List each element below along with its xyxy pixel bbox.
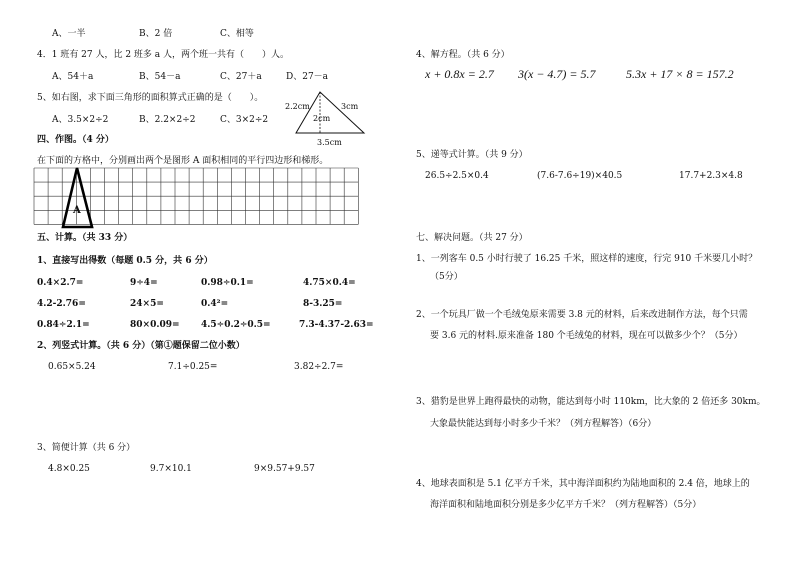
part2-title: 2、列竖式计算。（共 6 分）（第①题保留二位小数） [37, 341, 245, 351]
part2-item-1: 0.65×5.24 [48, 362, 96, 372]
problem3-line1: 3、猎豹是世界上跑得最快的动物，能达到每小时 110km，比大象的 2 倍还多 30km。 [416, 397, 766, 407]
problem1-line2: （5分） [430, 272, 463, 282]
q3-option-a: A、一半 [52, 29, 86, 39]
part1-title: 1、直接写出得数（每题 0.5 分，共 6 分） [37, 256, 213, 266]
equation-1: x + 0.8x = 2.7 [425, 67, 494, 81]
problem4-line1: 4、地球表面积是 5.1 亿平方千米，其中海洋面积约为陆地面积的 2.4 倍，地球上的 [416, 479, 750, 489]
calc-r2-c2: 24×5= [130, 299, 164, 309]
triangle-label-left: 2.2cm [285, 102, 310, 111]
calc-r3-c4: 7.3-4.37-2.63= [299, 320, 374, 330]
calc-r3-c3: 4.5÷0.2÷0.5= [201, 320, 271, 330]
part2-item-3: 3.82÷2.7= [294, 362, 344, 372]
equation-2: 3(x − 4.7) = 5.7 [518, 67, 596, 81]
calc-r1-c4: 4.75×0.4= [303, 278, 356, 288]
stepwise-1: 26.5÷2.5×0.4 [425, 171, 489, 181]
shape-a-label: A [73, 205, 81, 216]
calc-r2-c1: 4.2-2.76= [37, 299, 86, 309]
problem2-line1: 2、一个玩具厂做一个毛绒兔原来需要 3.8 元的材料，后来改进制作方法，每个只需 [416, 310, 748, 320]
equation-3: 5.3x + 17 × 8 = 157.2 [626, 67, 734, 81]
section7-title: 七、解决问题。（共 27 分） [416, 233, 528, 243]
calc-r3-c1: 0.84÷2.1= [37, 320, 90, 330]
r-q5-title: 5、递等式计算。（共 9 分） [416, 150, 528, 160]
triangle-label-right: 3cm [341, 102, 359, 111]
q4-option-d: D、27－a [286, 72, 329, 82]
calc-r2-c4: 8-3.25= [303, 299, 343, 309]
part3-item-3: 9×9.57+9.57 [254, 464, 315, 474]
q4-option-b: B、54－a [139, 72, 181, 82]
triangle-label-height: 2cm [313, 114, 331, 123]
part3-title: 3、简便计算（共 6 分） [37, 443, 136, 453]
problem4-line2: 海洋面积和陆地面积分别是多少亿平方千米？（列方程解答）（5分） [430, 500, 702, 510]
section5-title: 五、计算。（共 33 分） [37, 233, 133, 243]
problem1-line1: 1、一列客车 0.5 小时行驶了 16.25 千米，照这样的速度，行完 910 千米要几小时？ [416, 254, 758, 264]
part3-item-2: 9.7×10.1 [150, 464, 192, 474]
q5-option-a: A、3.5×2÷2 [52, 115, 109, 125]
stepwise-3: 17.7+2.3×4.8 [679, 171, 743, 181]
q5-stem: 5、如右图，求下面三角形的面积算式正确的是（ ）。 [37, 93, 264, 103]
calc-r2-c3: 0.4²= [201, 299, 229, 309]
problem3-line2: 大象最快能达到每小时多少千米？（列方程解答）（6分） [430, 419, 657, 429]
section4-title: 四、作图。（4 分） [37, 135, 114, 145]
shape-a-triangle [63, 168, 92, 227]
r-q4-title: 4、解方程。（共 6 分） [416, 50, 510, 60]
triangle-label-base: 3.5cm [317, 138, 342, 147]
grid-lines [34, 168, 358, 224]
part3-item-1: 4.8×0.25 [48, 464, 90, 474]
q3-option-b: B、2 倍 [139, 29, 173, 39]
calc-r1-c1: 0.4×2.7= [37, 278, 84, 288]
q3-option-c: C、相等 [220, 29, 254, 39]
q4-stem: 4．1 班有 27 人，比 2 班多 a 人，两个班一共有（ ）人。 [37, 50, 290, 60]
calc-r3-c2: 80×0.09= [130, 320, 180, 330]
q4-option-a: A、54＋a [52, 72, 94, 82]
stepwise-2: (7.6-7.6÷19)×40.5 [537, 171, 623, 181]
calc-r1-c3: 0.98÷0.1= [201, 278, 254, 288]
problem2-line2: 要 3.6 元的材料.原来准备 180 个毛绒兔的材料，现在可以做多少个？（5分） [430, 331, 743, 341]
q5-option-c: C、3×2÷2 [220, 115, 269, 125]
q5-option-b: B、2.2×2÷2 [139, 115, 196, 125]
section4-instruction: 在下面的方格中，分别画出两个是图形 A 面积相同的平行四边形和梯形。 [37, 156, 329, 166]
calc-r1-c2: 9÷4= [130, 278, 158, 288]
q4-option-c: C、27＋a [220, 72, 262, 82]
part2-item-2: 7.1÷0.25= [168, 362, 218, 372]
